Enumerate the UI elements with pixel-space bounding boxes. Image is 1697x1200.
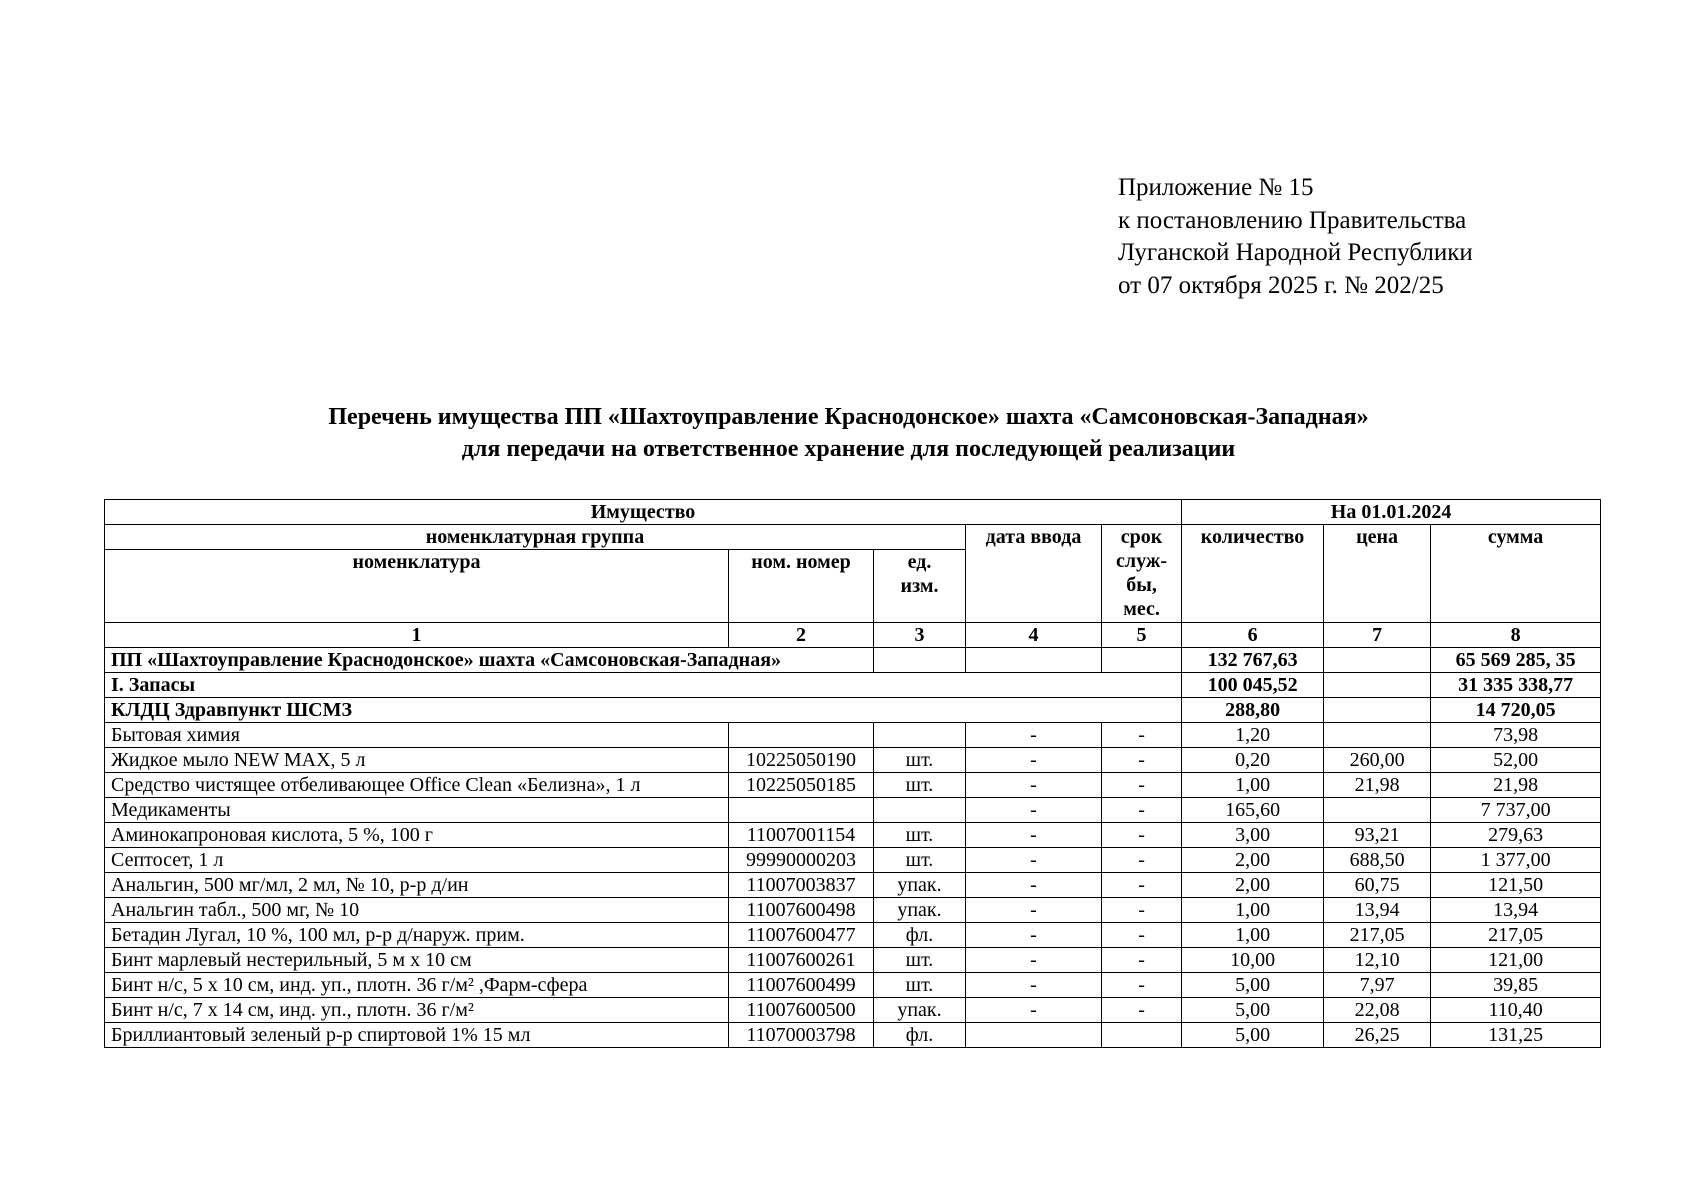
item-unit: упак. bbox=[874, 998, 966, 1023]
table-row bbox=[105, 723, 1601, 748]
header-as-of: На 01.01.2024 bbox=[1182, 500, 1601, 525]
item-sum: 7 737,00 bbox=[1431, 798, 1601, 823]
header-sum: сумма bbox=[1431, 525, 1601, 623]
item-unit: шт. bbox=[874, 748, 966, 773]
item-nom-number: 11007600499 bbox=[729, 973, 874, 998]
item-price: 12,10 bbox=[1324, 948, 1431, 973]
empty-cell bbox=[1324, 698, 1431, 723]
annex-line: Приложение № 15 bbox=[1118, 174, 1314, 201]
item-price: 260,00 bbox=[1324, 748, 1431, 773]
header-row bbox=[105, 500, 1601, 525]
item-sum: 52,00 bbox=[1431, 748, 1601, 773]
item-price: 217,05 bbox=[1324, 923, 1431, 948]
table-row bbox=[105, 973, 1601, 998]
item-term bbox=[1102, 1023, 1182, 1048]
item-price: 93,21 bbox=[1324, 823, 1431, 848]
item-unit: упак. bbox=[874, 898, 966, 923]
table-row bbox=[105, 873, 1601, 898]
item-term: - bbox=[1102, 948, 1182, 973]
item-sum: 121,00 bbox=[1431, 948, 1601, 973]
item-term: - bbox=[1102, 723, 1182, 748]
item-sum: 13,94 bbox=[1431, 898, 1601, 923]
item-unit: шт. bbox=[874, 948, 966, 973]
item-nom-number: 10225050190 bbox=[729, 748, 874, 773]
item-sum: 121,50 bbox=[1431, 873, 1601, 898]
header-row bbox=[105, 525, 1601, 550]
item-nom-number: 11007003837 bbox=[729, 873, 874, 898]
item-nom-number: 11007600477 bbox=[729, 923, 874, 948]
item-qty: 165,60 bbox=[1182, 798, 1324, 823]
item-sum: 110,40 bbox=[1431, 998, 1601, 1023]
department-sum: 14 720,05 bbox=[1431, 698, 1601, 723]
table-row bbox=[105, 1023, 1601, 1048]
annex-line: к постановлению Правительства bbox=[1118, 206, 1467, 234]
org-row bbox=[105, 648, 1601, 673]
item-date: - bbox=[966, 923, 1102, 948]
item-term: - bbox=[1102, 798, 1182, 823]
empty-cell bbox=[1102, 648, 1182, 673]
header-property: Имущество bbox=[105, 500, 1182, 525]
item-nom-number: 11007001154 bbox=[729, 823, 874, 848]
item-qty: 5,00 bbox=[1182, 1023, 1324, 1048]
item-price: 13,94 bbox=[1324, 898, 1431, 923]
annex-line: Луганской Народной Республики bbox=[1118, 239, 1473, 266]
table-row bbox=[105, 923, 1601, 948]
item-nom-number: 11007600261 bbox=[729, 948, 874, 973]
header-nom-number: ном. номер bbox=[729, 550, 874, 623]
item-nom-number: 11007600498 bbox=[729, 898, 874, 923]
item-sum: 279,63 bbox=[1431, 823, 1601, 848]
item-term: - bbox=[1102, 998, 1182, 1023]
item-price: 60,75 bbox=[1324, 873, 1431, 898]
org-name: ПП «Шахтоуправление Краснодонское» шахта «Самсоновская-Западная» bbox=[105, 648, 874, 673]
item-sum: 73,98 bbox=[1431, 723, 1601, 748]
item-term: - bbox=[1102, 873, 1182, 898]
title-line: для передачи на ответственное хранение для последующей реализации bbox=[461, 436, 1236, 462]
header-unit bbox=[874, 550, 966, 623]
table-row bbox=[105, 823, 1601, 848]
item-price: 688,50 bbox=[1324, 848, 1431, 873]
item-qty: 1,20 bbox=[1182, 723, 1324, 748]
item-name: Бинт н/с, 5 х 10 см, инд. уп., плотн. 36 г/м² ,Фарм-сфера bbox=[105, 973, 729, 998]
empty-cell bbox=[966, 648, 1102, 673]
item-date: - bbox=[966, 948, 1102, 973]
header-price: цена bbox=[1324, 525, 1431, 623]
item-qty: 3,00 bbox=[1182, 823, 1324, 848]
item-term: - bbox=[1102, 973, 1182, 998]
item-name: Бинт н/с, 7 х 14 см, инд. уп., плотн. 36 г/м² bbox=[105, 998, 729, 1023]
item-unit bbox=[874, 723, 966, 748]
reserves-name: I. Запасы bbox=[105, 673, 1182, 698]
item-date: - bbox=[966, 898, 1102, 923]
item-term: - bbox=[1102, 898, 1182, 923]
table-row bbox=[105, 748, 1601, 773]
document-title bbox=[0, 401, 1697, 465]
item-sum: 39,85 bbox=[1431, 973, 1601, 998]
item-unit: фл. bbox=[874, 923, 966, 948]
item-qty: 5,00 bbox=[1182, 998, 1324, 1023]
item-name: Аминокапроновая кислота, 5 %, 100 г bbox=[105, 823, 729, 848]
item-sum: 1 377,00 bbox=[1431, 848, 1601, 873]
col-number: 2 bbox=[729, 623, 874, 648]
item-date bbox=[966, 1023, 1102, 1048]
reserves-row bbox=[105, 673, 1601, 698]
table-row bbox=[105, 898, 1601, 923]
col-number: 3 bbox=[874, 623, 966, 648]
annex-block bbox=[1118, 172, 1473, 302]
item-qty: 5,00 bbox=[1182, 973, 1324, 998]
annex-line: от 07 октября 2025 г. № 202/25 bbox=[1118, 271, 1444, 299]
item-sum: 217,05 bbox=[1431, 923, 1601, 948]
item-name: Средство чистящее отбеливающее Office Clean «Белизна», 1 л bbox=[105, 773, 729, 798]
item-term: - bbox=[1102, 773, 1182, 798]
item-unit bbox=[874, 798, 966, 823]
item-qty: 1,00 bbox=[1182, 773, 1324, 798]
item-qty: 1,00 bbox=[1182, 923, 1324, 948]
item-qty: 10,00 bbox=[1182, 948, 1324, 973]
item-name: Бетадин Лугал, 10 %, 100 мл, р-р д/наруж. прим. bbox=[105, 923, 729, 948]
org-sum: 65 569 285, 35 bbox=[1431, 648, 1601, 673]
item-price: 22,08 bbox=[1324, 998, 1431, 1023]
org-qty: 132 767,63 bbox=[1182, 648, 1324, 673]
item-qty: 2,00 bbox=[1182, 873, 1324, 898]
item-unit: упак. bbox=[874, 873, 966, 898]
item-price: 7,97 bbox=[1324, 973, 1431, 998]
reserves-sum: 31 335 338,77 bbox=[1431, 673, 1601, 698]
item-name: Жидкое мыло NEW MAX, 5 л bbox=[105, 748, 729, 773]
item-unit: шт. bbox=[874, 773, 966, 798]
item-qty: 0,20 bbox=[1182, 748, 1324, 773]
col-number: 4 bbox=[966, 623, 1102, 648]
item-nom-number: 11007600500 bbox=[729, 998, 874, 1023]
column-number-row bbox=[105, 623, 1601, 648]
header-group: номенклатурная группа bbox=[105, 525, 966, 550]
col-number: 5 bbox=[1102, 623, 1182, 648]
item-date: - bbox=[966, 848, 1102, 873]
reserves-qty: 100 045,52 bbox=[1182, 673, 1324, 698]
item-term: - bbox=[1102, 923, 1182, 948]
item-nom-number bbox=[729, 798, 874, 823]
item-price: 26,25 bbox=[1324, 1023, 1431, 1048]
item-date: - bbox=[966, 723, 1102, 748]
item-term: - bbox=[1102, 823, 1182, 848]
item-nom-number: 11070003798 bbox=[729, 1023, 874, 1048]
header-nomenclature: номенклатура bbox=[105, 550, 729, 623]
table-row bbox=[105, 848, 1601, 873]
item-name: Бытовая химия bbox=[105, 723, 729, 748]
header-date: дата ввода bbox=[966, 525, 1102, 623]
col-number: 7 bbox=[1324, 623, 1431, 648]
item-unit: шт. bbox=[874, 973, 966, 998]
item-date: - bbox=[966, 873, 1102, 898]
item-date: - bbox=[966, 973, 1102, 998]
item-unit: фл. bbox=[874, 1023, 966, 1048]
table-row bbox=[105, 773, 1601, 798]
empty-cell bbox=[874, 648, 966, 673]
item-price: 21,98 bbox=[1324, 773, 1431, 798]
item-sum: 131,25 bbox=[1431, 1023, 1601, 1048]
item-name: Медикаменты bbox=[105, 798, 729, 823]
property-table bbox=[104, 499, 1601, 1048]
col-number: 1 bbox=[105, 623, 729, 648]
col-number: 6 bbox=[1182, 623, 1324, 648]
item-name: Анальгин, 500 мг/мл, 2 мл, № 10, р-р д/ин bbox=[105, 873, 729, 898]
item-date: - bbox=[966, 998, 1102, 1023]
item-name: Септосет, 1 л bbox=[105, 848, 729, 873]
item-qty: 1,00 bbox=[1182, 898, 1324, 923]
item-name: Бриллиантовый зеленый р-р спиртовой 1% 15 мл bbox=[105, 1023, 729, 1048]
department-name: КЛДЦ Здравпункт ШСМЗ bbox=[105, 698, 1182, 723]
item-term: - bbox=[1102, 748, 1182, 773]
header-unit-text: ед. изм. bbox=[900, 551, 939, 597]
header-qty: количество bbox=[1182, 525, 1324, 623]
empty-cell bbox=[1324, 648, 1431, 673]
item-date: - bbox=[966, 773, 1102, 798]
item-name: Бинт марлевый нестерильный, 5 м х 10 см bbox=[105, 948, 729, 973]
item-term: - bbox=[1102, 848, 1182, 873]
item-qty: 2,00 bbox=[1182, 848, 1324, 873]
item-nom-number bbox=[729, 723, 874, 748]
header-term-text: срок служ-бы, мес. bbox=[1116, 526, 1168, 620]
title-line: Перечень имущества ПП «Шахтоуправление Краснодонское» шахта «Самсоновская-Западная» bbox=[328, 404, 1369, 430]
table-row bbox=[105, 798, 1601, 823]
header-term bbox=[1102, 525, 1182, 623]
table-row bbox=[105, 998, 1601, 1023]
item-date: - bbox=[966, 748, 1102, 773]
item-nom-number: 10225050185 bbox=[729, 773, 874, 798]
department-row bbox=[105, 698, 1601, 723]
item-date: - bbox=[966, 823, 1102, 848]
item-date: - bbox=[966, 798, 1102, 823]
item-sum: 21,98 bbox=[1431, 773, 1601, 798]
item-price bbox=[1324, 798, 1431, 823]
item-nom-number: 99990000203 bbox=[729, 848, 874, 873]
empty-cell bbox=[1324, 673, 1431, 698]
item-price bbox=[1324, 723, 1431, 748]
item-unit: шт. bbox=[874, 823, 966, 848]
item-name: Анальгин табл., 500 мг, № 10 bbox=[105, 898, 729, 923]
department-qty: 288,80 bbox=[1182, 698, 1324, 723]
col-number: 8 bbox=[1431, 623, 1601, 648]
table-row bbox=[105, 948, 1601, 973]
item-unit: шт. bbox=[874, 848, 966, 873]
